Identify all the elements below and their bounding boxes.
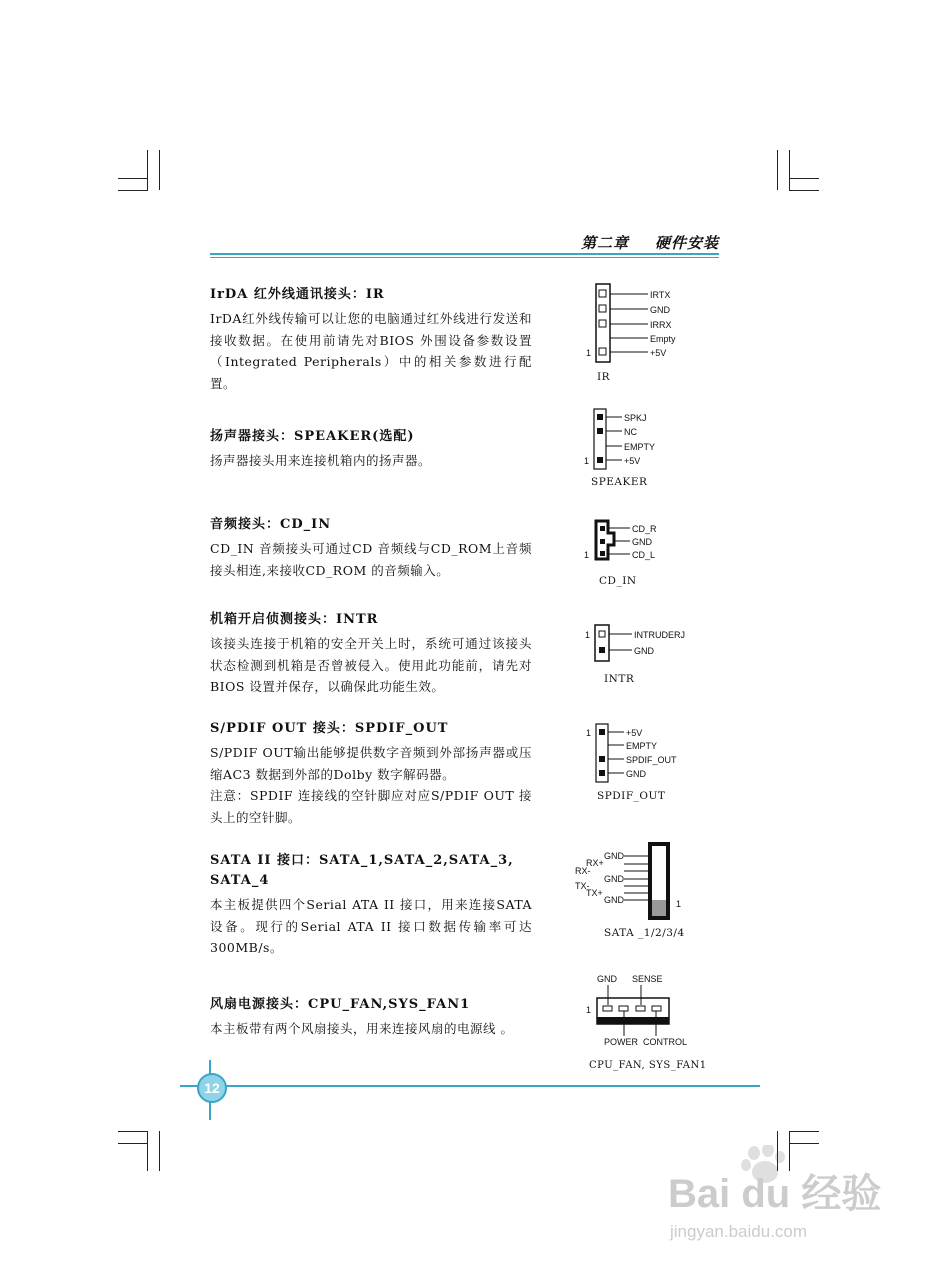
pin-label: IRRX bbox=[650, 320, 672, 330]
pin1-marker: 1 bbox=[586, 1005, 592, 1015]
pin-label: GND bbox=[597, 974, 617, 984]
spdif-caption: SPDIF_OUT bbox=[597, 790, 666, 802]
section-irda bbox=[210, 285, 532, 394]
fan-caption: CPU_FAN, SYS_FAN1 bbox=[589, 1060, 707, 1071]
header-rule-thin bbox=[210, 257, 719, 258]
pin-label: SPDIF_OUT bbox=[626, 755, 677, 765]
pin1-marker: 1 bbox=[584, 550, 590, 560]
pin-label: TX- bbox=[575, 881, 590, 891]
ir-connector-diagram bbox=[580, 280, 700, 365]
page-number: 12 bbox=[197, 1073, 227, 1103]
intr-connector-diagram bbox=[580, 620, 700, 665]
section-title: S/PDIF OUT 接头：SPDIF_OUT bbox=[210, 721, 449, 736]
pin1-marker: 1 bbox=[586, 348, 592, 358]
section-title: 扬声器接头：SPEAKER(选配) bbox=[210, 429, 415, 444]
section-title: 机箱开启侦测接头：INTR bbox=[210, 612, 379, 627]
pin-label: TX+ bbox=[586, 888, 603, 898]
intr-caption: INTR bbox=[604, 673, 635, 685]
section-sata bbox=[210, 851, 532, 959]
section-title: 音频接头：CD_IN bbox=[210, 517, 332, 532]
pin-label: CD_R bbox=[632, 524, 657, 534]
pin-label: GND bbox=[626, 769, 646, 779]
spdif-connector-diagram bbox=[580, 720, 690, 785]
baidu-jingyan-watermark bbox=[668, 1145, 888, 1255]
pin1-marker: 1 bbox=[585, 630, 591, 640]
paw-toe bbox=[762, 1145, 774, 1157]
section-body: 扬声器接头用来连接机箱内的扬声器。 bbox=[210, 453, 432, 468]
speaker-connector-diagram bbox=[580, 405, 680, 470]
section-title: 风扇电源接头：CPU_FAN,SYS_FAN1 bbox=[210, 997, 471, 1012]
chapter-header bbox=[581, 232, 719, 253]
pin-label: EMPTY bbox=[626, 741, 658, 751]
section-fan bbox=[210, 995, 532, 1040]
watermark-brand: Bai du 经验 bbox=[668, 1172, 882, 1216]
sata-connector-diagram bbox=[572, 838, 687, 923]
pin-label: SPKJ bbox=[624, 413, 647, 423]
paw-toe bbox=[775, 1151, 785, 1163]
section-cd-in bbox=[210, 515, 532, 581]
pin-label: POWER bbox=[604, 1037, 639, 1047]
section-intr bbox=[210, 610, 532, 698]
cd-in-caption: CD_IN bbox=[599, 575, 637, 587]
pin-label: +5V bbox=[624, 456, 641, 466]
footer-rule bbox=[180, 1085, 760, 1087]
section-body: 本主板提供四个Serial ATA II 接口，用来连接SATA 设备。现行的Serial ATA II 接口数据传输率可达300MB/s。 bbox=[210, 897, 532, 955]
section-body: CD_IN 音频接头可通过CD 音频线与CD_ROM上音频接头相连,来接收CD_ROM 的音频输入。 bbox=[210, 541, 532, 578]
pin-label: GND bbox=[604, 851, 624, 861]
pin-label: GND bbox=[632, 537, 652, 547]
section-body: 本主板带有两个风扇接头，用来连接风扇的电源线 。 bbox=[210, 1021, 514, 1036]
pin-label: Empty bbox=[650, 334, 676, 344]
pin1-marker: 1 bbox=[676, 899, 682, 909]
pin1-marker: 1 bbox=[584, 456, 590, 466]
paw-toe bbox=[748, 1146, 760, 1160]
pin-label: GND bbox=[634, 646, 654, 656]
chapter-title: 硬件安装 bbox=[654, 234, 719, 252]
pin-label: RX+ bbox=[586, 858, 604, 868]
pin-label: GND bbox=[604, 895, 624, 905]
section-title: IrDA 红外线通讯接头：IR bbox=[210, 287, 385, 302]
pin-label: CONTROL bbox=[643, 1037, 688, 1047]
pin-label: RX- bbox=[575, 866, 591, 876]
section-body: 该接头连接于机箱的安全开关上时，系统可通过该接头状态检测到机箱是否曾被侵入。使用此功能前，请先对BIOS 设置并保存，以确保此功能生效。 bbox=[210, 636, 532, 694]
section-note: 注意：SPDIF 连接线的空针脚应对应S/PDIF OUT 接头上的空针脚。 bbox=[210, 788, 532, 825]
section-title: SATA II 接口：SATA_1,SATA_2,SATA_3, bbox=[210, 853, 514, 868]
pin-label: +5V bbox=[650, 348, 667, 358]
section-speaker bbox=[210, 427, 532, 472]
fan-connector-diagram bbox=[580, 970, 690, 1052]
pin-label: +5V bbox=[626, 728, 643, 738]
pin1-marker: 1 bbox=[586, 728, 592, 738]
header-rule bbox=[210, 253, 719, 255]
paw-toe bbox=[741, 1159, 751, 1171]
speaker-caption: SPEAKER bbox=[591, 476, 648, 488]
pin-label: GND bbox=[650, 305, 670, 315]
pin-label: EMPTY bbox=[624, 442, 656, 452]
pin-label: CD_L bbox=[632, 550, 656, 560]
cd-in-connector-diagram bbox=[580, 515, 680, 565]
sata-caption: SATA _1/2/3/4 bbox=[604, 927, 685, 939]
watermark-url: jingyan.baidu.com bbox=[670, 1222, 808, 1241]
pin-label: INTRUDERJ bbox=[634, 630, 685, 640]
section-body: IrDA红外线传输可以让您的电脑通过红外线进行发送和接收数据。在使用前请先对BIOS 外围设备参数设置 （Integrated Peripherals）中的相关参数进行配置。 bbox=[210, 311, 532, 391]
section-body: S/PDIF OUT输出能够提供数字音频到外部扬声器或压缩AC3 数据到外部的Dolby 数字解码器。 bbox=[210, 745, 532, 782]
pin-label: GND bbox=[604, 874, 624, 884]
section-spdif bbox=[210, 719, 532, 828]
chapter-number: 第二章 bbox=[580, 234, 629, 252]
section-title-cont: SATA_4 bbox=[210, 873, 270, 888]
pin-label: SENSE bbox=[632, 974, 663, 984]
pin-label: NC bbox=[624, 427, 637, 437]
pin-label: IRTX bbox=[650, 290, 671, 300]
ir-caption: IR bbox=[597, 371, 611, 383]
